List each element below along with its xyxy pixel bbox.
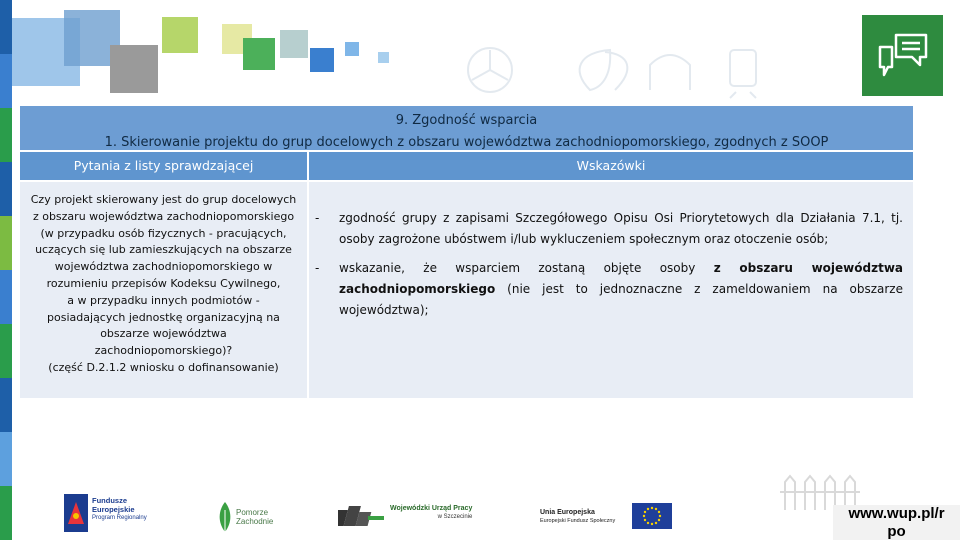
column-header-hints: Wskazówki	[309, 152, 913, 180]
question-line: obszarze województwa	[100, 327, 227, 341]
criterion-title: 1. Skierowanie projektu do grup docelowych z obszaru województwa zachodniopomorskiego, zgodnych z SOOP	[104, 135, 829, 150]
hint-text	[339, 258, 903, 321]
pz-leaf-icon	[216, 502, 234, 532]
website-link[interactable]	[833, 505, 960, 540]
question-line: (część D.2.1.2 wniosku o dofinansowanie)	[48, 360, 279, 374]
ue-line: Unia Europejska	[540, 509, 595, 516]
wup-blocks-icon	[338, 502, 384, 528]
url-line: po	[887, 523, 906, 540]
logo-fundusze-europejskie	[64, 490, 164, 536]
section-title: 9. Zgodność wsparcia	[395, 113, 538, 128]
chat-tile	[862, 15, 943, 96]
fence-decor-icon	[780, 470, 860, 510]
background-line-icons	[400, 40, 840, 100]
fe-symbol-icon	[64, 494, 88, 532]
fe-line: Program Regionalny	[92, 515, 147, 521]
question-line: województwa zachodniopomorskiego w	[54, 260, 273, 274]
leaf-icon	[580, 50, 611, 90]
eu-flag-icon	[632, 503, 672, 529]
hint-item	[315, 258, 903, 321]
column-header-questions: Pytania z listy sprawdzającej	[20, 152, 307, 180]
question-line: uczących się lub zamieszkujących na obszarze	[35, 243, 292, 257]
arch-icon	[650, 55, 690, 90]
hint-item	[315, 208, 903, 250]
question-line: posiadających jednostkę organizacyjną na	[47, 310, 280, 324]
question-line: z obszaru województwa zachodniopomorskiego	[32, 209, 295, 223]
hints-cell	[309, 182, 913, 398]
table-row	[20, 182, 913, 398]
ue-line: Europejski Fundusz Społeczny	[540, 518, 616, 524]
pz-line: Pomorze	[236, 508, 269, 517]
criteria-table	[20, 106, 913, 398]
hint-dash: -	[315, 261, 320, 275]
logo-unia-europejska	[540, 490, 675, 536]
wup-line: w Szczecinie	[437, 514, 473, 520]
hint-text-bold: z obszaru województwa zachodniopomorskiego	[339, 261, 903, 296]
hint-text-part: (nie jest to jednoznaczne z zameldowaniem na obszarze województwa);	[339, 282, 903, 317]
pz-line: Zachodnie	[236, 517, 274, 526]
question-line: rozumieniu przepisów Kodeksu Cywilnego,	[46, 276, 281, 290]
logo-pomorze-zachodnie	[216, 490, 286, 536]
url-line: www.wup.pl/r	[848, 505, 945, 522]
hint-text: zgodność grupy z zapisami Szczegółowego Opisu Osi Priorytetowych dla Działania 7.1, tj. osoby zagrożone ubóstwem i/lub wykluczeniem społecznym oraz otoczenie osób;	[339, 211, 903, 246]
question-line: (w przypadku osób fizycznych - pracujących,	[40, 226, 287, 240]
question-line: Czy projekt skierowany jest do grup docelowych	[30, 193, 297, 206]
question-line: zachodniopomorskiego)?	[94, 344, 233, 358]
hint-text-part: wskazanie, że wsparciem zostaną objęte osoby	[339, 261, 714, 275]
column-headers	[20, 152, 913, 180]
question-cell	[20, 182, 307, 398]
tram-icon	[730, 50, 756, 86]
fe-line: Fundusze	[92, 496, 127, 505]
logo-wup-szczecin	[338, 490, 488, 536]
table-header	[20, 106, 913, 150]
left-color-bar	[0, 0, 12, 540]
question-line: a w przypadku innych podmiotów -	[67, 293, 260, 307]
chat-bubbles-icon	[862, 15, 943, 96]
wup-line: Wojewódzki Urząd Pracy	[390, 505, 473, 512]
hint-dash: -	[315, 211, 320, 225]
fe-line: Europejskie	[92, 505, 135, 514]
